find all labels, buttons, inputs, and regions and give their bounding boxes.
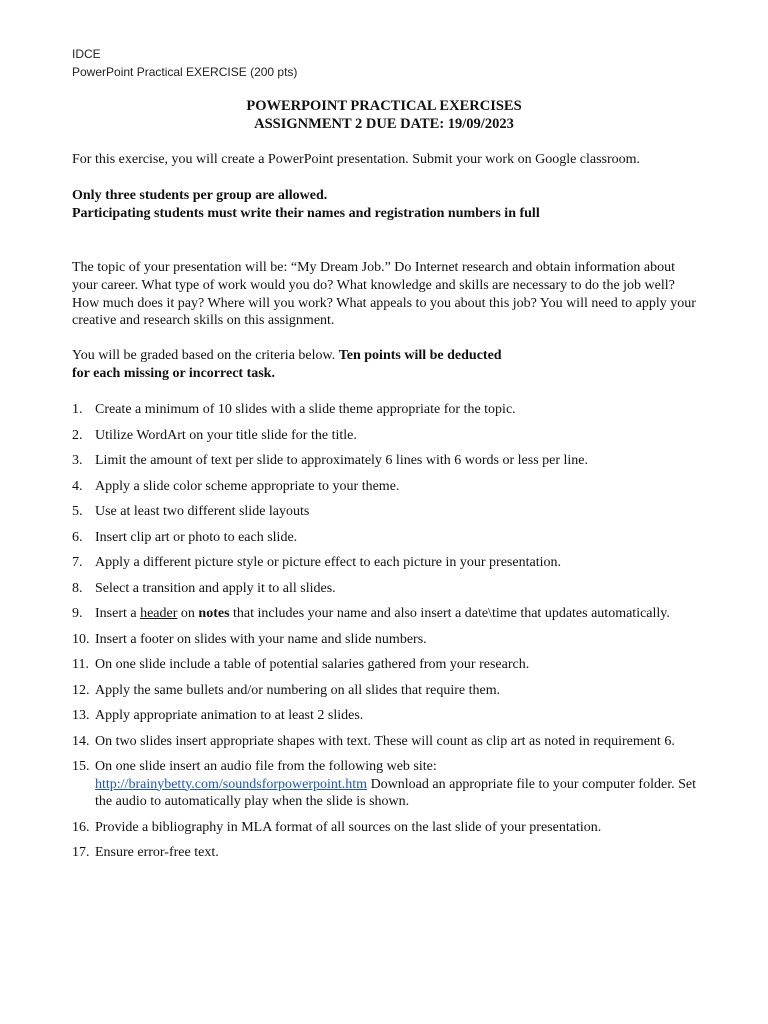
task-text: Use at least two different slide layouts xyxy=(95,504,310,519)
intro-paragraph: For this exercise, you will create a PowerPoint presentation. Submit your work on Google classroom. xyxy=(72,152,641,167)
audio-website-link[interactable]: http://brainybetty.com/soundsforpowerpoint.htm xyxy=(95,776,368,792)
task-number: 10. xyxy=(72,631,90,647)
task-text: Apply a slide color scheme appropriate to your theme. xyxy=(95,478,400,494)
task-item xyxy=(72,758,712,811)
task-number: 3. xyxy=(72,453,83,468)
task-item xyxy=(72,529,712,547)
group-rule-line: Only three students per group are allowed. xyxy=(72,188,328,203)
task-text: Create a minimum of 10 slides with a slide theme appropriate for the topic. xyxy=(95,402,516,417)
document-title: POWERPOINT PRACTICAL EXERCISES xyxy=(246,98,522,114)
names-rule-line: Participating students must write their names and registration numbers in full xyxy=(72,206,540,221)
task-item xyxy=(72,733,712,751)
task-number: 14. xyxy=(72,733,90,749)
task-item xyxy=(72,554,712,572)
task-number: 6. xyxy=(72,529,83,545)
task-item xyxy=(72,478,712,496)
topic-paragraph: The topic of your presentation will be: “My Dream Job.” Do Internet research and obtain information about your career. What type of work would you do? What knowledge and skills are necessary to do the job well? How much does it pay? Where will you work? What appeals to you about this job? You will need to apply your creative and research skills on this assignment. xyxy=(72,260,696,329)
task-text: that includes your name and also insert a date\time that updates automatically. xyxy=(229,606,670,621)
task-text: Download an appropriate file to your computer folder. Set the audio to automatically play when the slide is shown. xyxy=(95,776,696,809)
assignment-due-date: ASSIGNMENT 2 DUE DATE: 19/09/2023 xyxy=(254,116,514,132)
task-text: Insert a xyxy=(95,606,141,621)
header-term: header xyxy=(140,606,178,621)
task-text: Utilize WordArt on your title slide for the title. xyxy=(95,427,357,443)
task-number: 15. xyxy=(72,759,90,774)
task-number: 13. xyxy=(72,708,90,723)
task-text: Apply the same bullets and/or numbering on all slides that require them. xyxy=(95,682,501,698)
notes-term: notes xyxy=(198,606,230,621)
task-item xyxy=(72,682,712,700)
task-list xyxy=(72,401,712,870)
task-text: Select a transition and apply it to all slides. xyxy=(95,580,336,596)
task-item xyxy=(72,503,712,521)
task-number: 7. xyxy=(72,555,83,570)
grading-deduction-text: Ten points will be deducted xyxy=(338,348,502,363)
task-item xyxy=(72,401,712,419)
grading-text: You will be graded based on the criteria below. xyxy=(72,348,339,363)
task-item xyxy=(72,656,712,674)
task-number: 16. xyxy=(72,819,90,835)
task-text: Ensure error-free text. xyxy=(95,845,219,860)
task-text: Insert a footer on slides with your name and slide numbers. xyxy=(95,631,427,647)
task-number: 17. xyxy=(72,845,90,860)
task-item xyxy=(72,605,712,623)
task-text: Limit the amount of text per slide to approximately 6 lines with 6 words or less per line. xyxy=(95,453,589,468)
task-number: 5. xyxy=(72,504,83,519)
task-item xyxy=(72,452,712,470)
document-subtitle: PowerPoint Practical EXERCISE (200 pts) xyxy=(72,65,298,79)
task-text: On one slide insert an audio file from the following web site: xyxy=(95,759,437,774)
task-text: On two slides insert appropriate shapes with text. These will count as clip art as noted in requirement 6. xyxy=(95,733,675,749)
task-text: Apply a different picture style or picture effect to each picture in your presentation. xyxy=(95,555,561,570)
task-text: on xyxy=(177,606,199,621)
task-text: On one slide include a table of potential salaries gathered from your research. xyxy=(95,657,530,672)
task-text: Apply appropriate animation to at least 2 slides. xyxy=(95,708,364,723)
task-text: Insert clip art or photo to each slide. xyxy=(95,529,298,545)
course-code: IDCE xyxy=(72,47,101,61)
grading-paragraph xyxy=(72,347,702,383)
task-item xyxy=(72,427,712,445)
task-number: 11. xyxy=(72,657,89,672)
task-text: Provide a bibliography in MLA format of all sources on the last slide of your presentation. xyxy=(95,819,602,835)
task-number: 1. xyxy=(72,402,83,417)
task-number: 12. xyxy=(72,682,90,698)
task-item xyxy=(72,819,712,837)
task-number: 2. xyxy=(72,427,83,443)
task-item xyxy=(72,844,712,862)
task-number: 4. xyxy=(72,478,83,494)
task-number: 8. xyxy=(72,580,83,596)
task-item xyxy=(72,580,712,598)
task-item xyxy=(72,631,712,649)
task-number: 9. xyxy=(72,606,83,621)
grading-deduction-text-cont: for each missing or incorrect task. xyxy=(72,366,275,381)
task-item xyxy=(72,707,712,725)
